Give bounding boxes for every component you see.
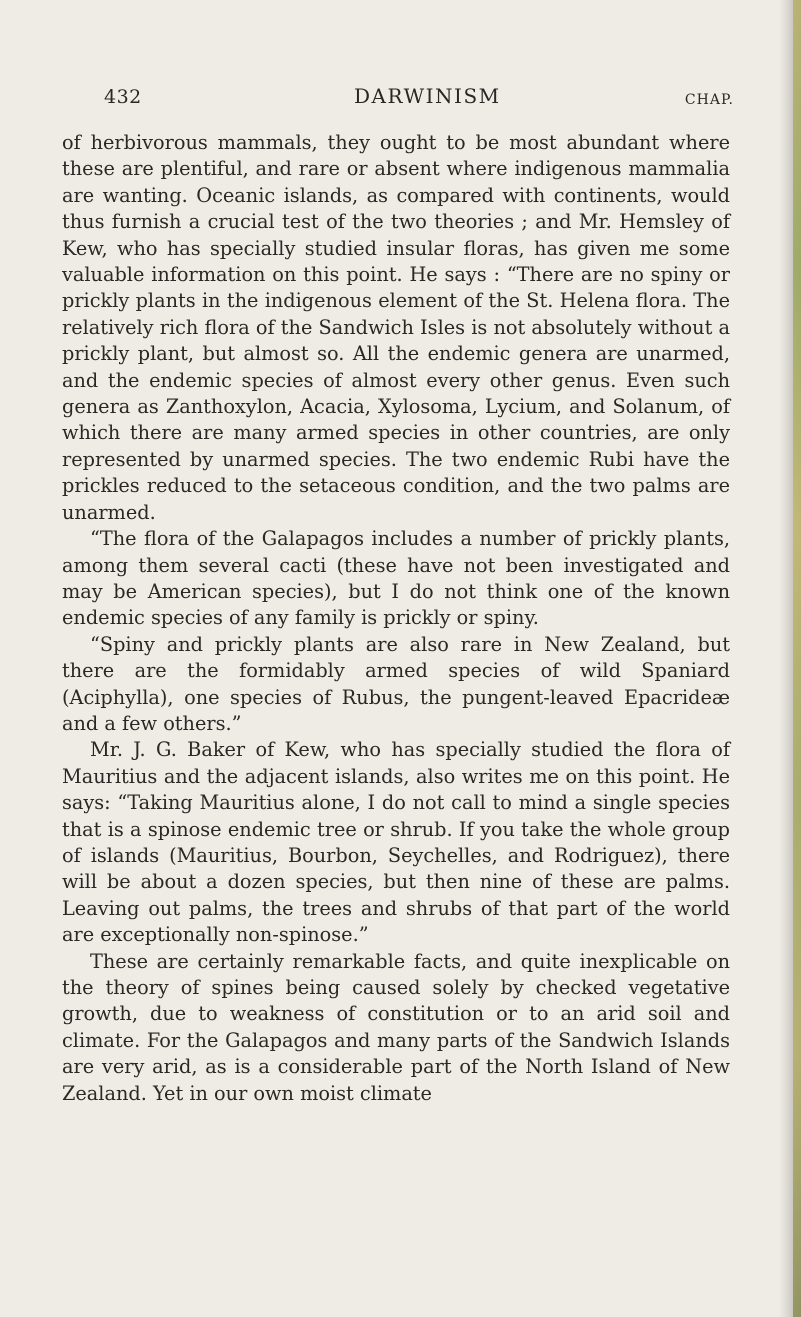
paragraph-mauritius: Mr. J. G. Baker of Kew, who has specially studied the flora of Mauritius and the adjacent islands, also writes me on this point. He says: “Taking Mauritius alone, I do not call to mind a single species that is a spinose endemic tree or shrub. If you take the whole group of islands (Mauritius, Bourbon, Seychelles, and Rodriguez), there will be about a dozen species, but then nine of these are palms. Leaving out palms, the trees and shrubs of that part of the world are exceptionally non-spinose.” [62, 738, 730, 947]
paragraph-galapagos-quote: “The flora of the Galapagos includes a number of prickly plants, among them several cacti (these have not been investigated and may be American species), but I do not think one of the known endemic species of any family is prickly or spiny. [62, 527, 730, 630]
paragraph-new-zealand-quote: “Spiny and prickly plants are also rare in New Zealand, but there are the formidably armed species of wild Spaniard (Aciphylla), one species of Rubus, the pungent-leaved Epacrideæ and a few others.” [62, 632, 730, 735]
paragraph-continued: of herbivorous mammals, they ought to be most abundant where these are plentiful, and rare or absent where indigenous mammalia are wanting. Oceanic islands, as compared with continents, would thus furnish a crucial test of the two theories ; and Mr. Hemsley of Kew, who has specially studied insular floras, has given me some valuable information on this point. He says : “There are no spiny or prickly plants in the indigenous element of the St. Helena flora. The relatively rich flora of the Sandwich Isles is not absolutely without a prickly plant, but almost so. All the endemic genera are unarmed, and the endemic species of almost every other genus. Even such genera as Zanthoxylon, Acacia, Xylosoma, Lycium, and Solanum, of which there are many armed species in other countries, are only represented by unarmed species. The two endemic Rubi have the prickles reduced to the setaceous condition, and the two palms are unarmed. [62, 131, 730, 524]
page-number: 432 [104, 86, 142, 108]
running-head [104, 80, 734, 114]
page-edge-strip [793, 0, 801, 1317]
running-title: DARWINISM [354, 84, 501, 108]
body-text [62, 130, 730, 1107]
paragraph-remarkable-facts: These are certainly remarkable facts, and quite inexplicable on the theory of spines being caused solely by checked vegetative growth, due to weakness of constitution or to an arid soil and climate. For the Galapagos and many parts of the Sandwich Islands are very arid, as is a considerable part of the North Island of New Zealand. Yet in our own moist climate [62, 949, 730, 1105]
chapter-label: CHAP. [684, 92, 734, 108]
